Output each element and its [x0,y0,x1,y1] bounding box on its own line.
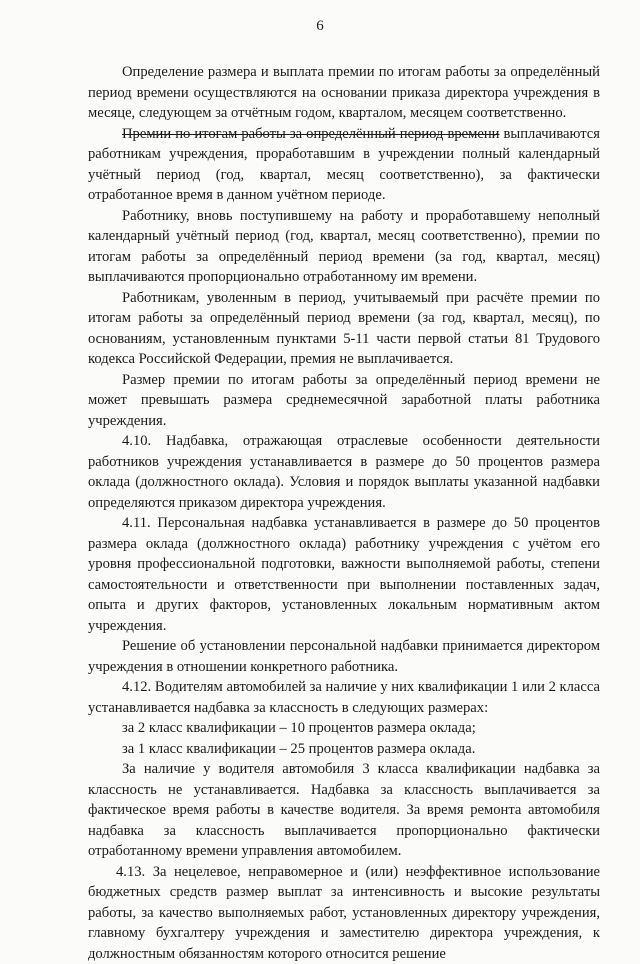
paragraph-4-10: 4.10. Надбавка, отражающая отраслевые особенности деятельности работников учреждения устанавливается в размере до 50 процентов размера оклада (должностного оклада). Условия и порядок выплаты указанной надбавки определяются приказом директора учреждения. [88,431,600,513]
paragraph-personal-bonus-decision: Решение об установлении персональной надбавки принимается директором учреждения в отношении конкретного работника. [88,636,600,677]
paragraph-dismissed-employee: Работникам, уволенным в период, учитываемый при расчёте премии по итогам работы за определённый период времени (за год, квартал, месяц), по основаниям, установленным пунктами 5-11 части первой статьи 81 Трудового кодекса Российской Федерации, премия не выплачивается. [88,288,600,370]
paragraph-4-12: 4.12. Водителям автомобилей за наличие у них квалификации 1 или 2 класса устанавливается надбавка за классность в следующих размерах: [88,677,600,718]
paragraph-premium-limit: Размер премии по итогам работы за определённый период времени не может превышать размера среднемесячной заработной платы работника учреждения. [88,370,600,432]
list-item-class-2: за 2 класс квалификации – 10 процентов размера оклада; [88,718,600,739]
struck-text: Премии по итогам работы за определённый период времени [122,126,500,142]
list-item-class-1: за 1 класс квалификации – 25 процентов размера оклада. [88,739,600,760]
paragraph-4-13: 4.13. За нецелевое, неправомерное и (или) неэффективное использование бюджетных средств размер выплат за интенсивность и высокие результаты работы, за качество выполняемых работ, установленных директору учреждения, главному бухгалтеру учреждения и заместителю директора учреждения, к должностным обязанностям которого относится решение [88,862,600,964]
paragraph-premium-determination: Определение размера и выплата премии по итогам работы за определённый период времени осуществляются на основании приказа директора учреждения в месяце, следующем за отчётным годом, кварталом, месяцем соответственно. [88,62,600,124]
paragraph-new-employee: Работнику, вновь поступившему на работу и проработавшему неполный календарный учётный период (год, квартал, месяц соответственно), премии по итогам работы за определённый период времени (за год, квартал, месяц) выплачиваются пропорционально отработанному им времени. [88,206,600,288]
paragraph-4-11: 4.11. Персональная надбавка устанавливается в размере до 50 процентов размера оклада (должностного оклада) работнику учреждения с учётом его уровня профессиональной подготовки, важности выполняемой работы, степени самостоятельности и ответственности при выполнении поставленных задач, опыта и других факторов, установленных локальным нормативным актом учреждения. [88,513,600,636]
page-number: 6 [0,18,640,35]
paragraph-premium-full-period [88,124,600,206]
paragraph-text: выплачиваются работникам учреждения, проработавшим в учреждении полный календарный учётный период (год, квартал, месяц соответственно), за фактически отработанное время в данном учётном периоде. [88,126,600,204]
paragraph-class-3: За наличие у водителя автомобиля 3 класса квалификации надбавка за классность не устанавливается. Надбавка за классность выплачивается за фактическое время работы в качестве водителя. За время ремонта автомобиля надбавка за классность выплачивается пропорционально фактически отработанному времени управления автомобилем. [88,759,600,862]
document-body [88,62,600,964]
